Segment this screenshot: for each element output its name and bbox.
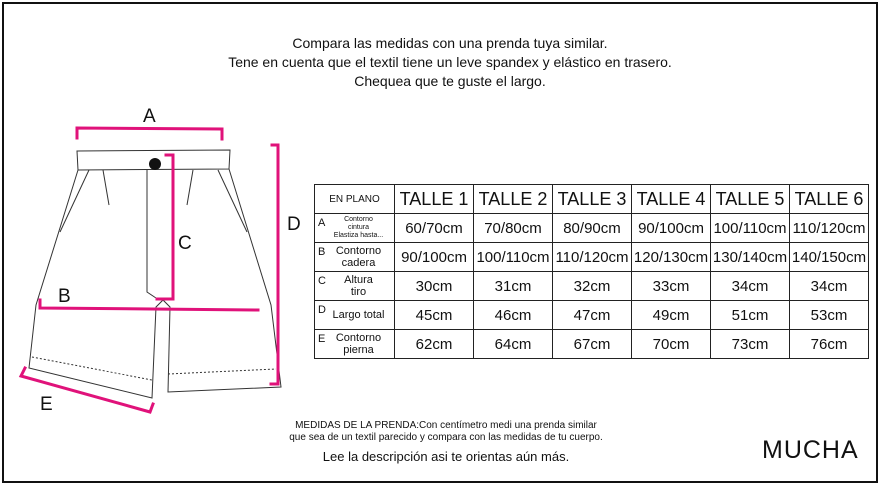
- row-label-b: [315, 243, 395, 272]
- table-cell: 110/120cm: [553, 243, 632, 272]
- table-cell: 31cm: [474, 272, 553, 301]
- footer-line-2: que sea de un textil parecido y compara con las medidas de tu cuerpo.: [289, 432, 603, 443]
- row-name-line: pierna: [343, 344, 374, 356]
- table-cell: 90/100cm: [632, 214, 711, 243]
- measure-d-line: [271, 145, 278, 384]
- intro-line-3: Chequea que te guste el largo.: [354, 73, 546, 89]
- table-cell: 140/150cm: [790, 243, 869, 272]
- label-e: E: [40, 394, 53, 415]
- table-cell: 67cm: [553, 330, 632, 359]
- measure-a-line: [77, 128, 222, 139]
- label-d: D: [287, 214, 301, 235]
- table-cell: 80/90cm: [553, 214, 632, 243]
- measure-c-line: [157, 155, 173, 299]
- row-letter: D: [318, 304, 326, 316]
- footer-line-3: Lee la descripción asi te orientas aún más.: [322, 449, 570, 464]
- row-name-line: Contorno: [344, 216, 373, 223]
- table-cell: 120/130cm: [632, 243, 711, 272]
- header-talle-1: TALLE 1: [395, 185, 474, 214]
- table-cell: 32cm: [553, 272, 632, 301]
- size-table: [314, 184, 869, 359]
- table-cell: 110/120cm: [790, 214, 869, 243]
- row-name-line: tiro: [350, 286, 367, 298]
- table-cell: 100/110cm: [474, 243, 553, 272]
- label-b: B: [58, 286, 71, 307]
- table-cell: 53cm: [790, 301, 869, 330]
- table-cell: 130/140cm: [711, 243, 790, 272]
- header-talle-2: TALLE 2: [474, 185, 553, 214]
- row-name-line: Largo total: [332, 309, 385, 321]
- table-cell: 46cm: [474, 301, 553, 330]
- row-label-c: [315, 272, 395, 301]
- row-letter: E: [318, 333, 326, 345]
- shorts-outline: [29, 169, 281, 398]
- table-cell: 34cm: [711, 272, 790, 301]
- table-cell: 33cm: [632, 272, 711, 301]
- header-talle-6: TALLE 6: [790, 185, 869, 214]
- row-letter: A: [318, 217, 326, 229]
- table-cell: 90/100cm: [395, 243, 474, 272]
- table-cell: 47cm: [553, 301, 632, 330]
- table-row: [315, 272, 869, 301]
- row-letter: C: [318, 275, 326, 287]
- table-cell: 73cm: [711, 330, 790, 359]
- row-label-a: [315, 214, 395, 243]
- table-cell: 76cm: [790, 330, 869, 359]
- corner-header: EN PLANO: [315, 185, 395, 214]
- table-row: [315, 243, 869, 272]
- label-a: A: [143, 106, 156, 127]
- table-cell: 51cm: [711, 301, 790, 330]
- table-cell: 64cm: [474, 330, 553, 359]
- table-row: [315, 301, 869, 330]
- table-cell: 70/80cm: [474, 214, 553, 243]
- table-cell: 62cm: [395, 330, 474, 359]
- intro-line-1: Compara las medidas con una prenda tuya similar.: [292, 35, 608, 51]
- footer-line-1: MEDIDAS DE LA PRENDA:Con centímetro medi una prenda similar: [295, 420, 597, 431]
- measure-b-line: [40, 300, 258, 310]
- footer-text: [236, 420, 656, 464]
- row-name-line: Altura: [344, 274, 373, 286]
- table-cell: 70cm: [632, 330, 711, 359]
- row-name-line: Contorno: [335, 332, 382, 344]
- table-row: [315, 330, 869, 359]
- header-talle-4: TALLE 4: [632, 185, 711, 214]
- button-dot: [149, 158, 161, 170]
- table-cell: 30cm: [395, 272, 474, 301]
- intro-line-2: Tene en cuenta que el textil tiene un leve spandex y elástico en trasero.: [228, 54, 672, 70]
- row-label-d: [315, 301, 395, 330]
- table-cell: 49cm: [632, 301, 711, 330]
- label-c: C: [178, 233, 192, 254]
- table-cell: 60/70cm: [395, 214, 474, 243]
- header-talle-5: TALLE 5: [711, 185, 790, 214]
- row-name-line: cintura: [347, 224, 369, 231]
- row-name-line: Elastiza hasta...: [333, 232, 384, 239]
- table-header-row: [315, 185, 869, 214]
- row-letter: B: [318, 246, 326, 258]
- row-name-line: cadera: [341, 257, 376, 269]
- table-cell: 45cm: [395, 301, 474, 330]
- table-cell: 100/110cm: [711, 214, 790, 243]
- header-talle-3: TALLE 3: [553, 185, 632, 214]
- row-name-line: Contorno: [335, 245, 382, 257]
- table-row: [315, 214, 869, 243]
- brand-logo: MUCHA: [762, 436, 859, 464]
- row-label-e: [315, 330, 395, 359]
- table-cell: 34cm: [790, 272, 869, 301]
